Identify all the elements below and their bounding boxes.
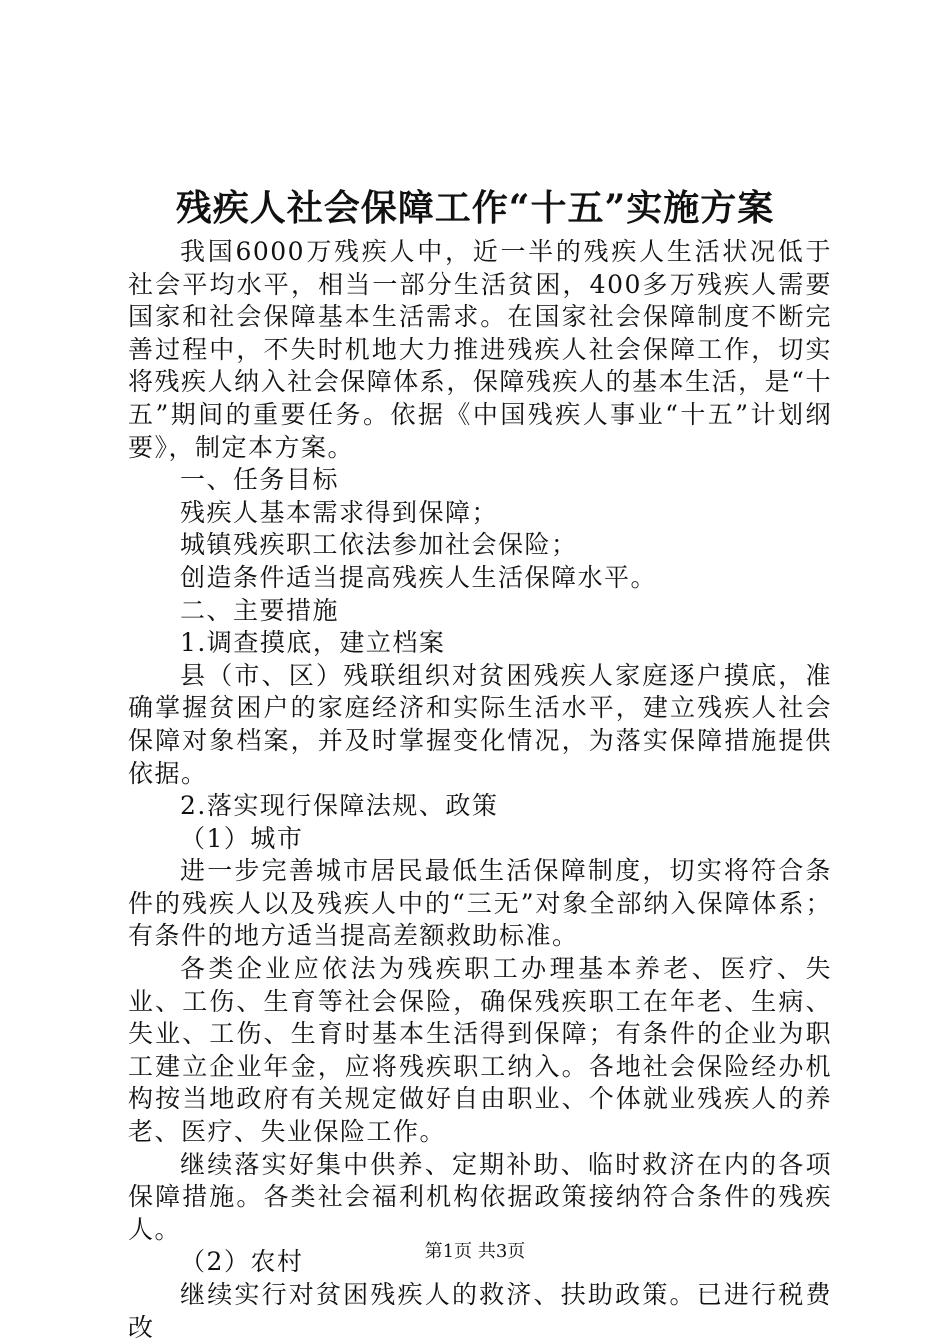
subheading-policies: 2.落实现行保障法规、政策 <box>180 791 499 821</box>
goal-item-1: 残疾人基本需求得到保障； <box>180 497 499 527</box>
document-title: 残疾人社会保障工作“十五”实施方案 <box>175 187 775 229</box>
paragraph-city-insurance: 各类企业应依法为残疾职工办理基本养老、医疗、失业、工伤、生育等社会保险，确保残疾职工在年老、生病、失业、工伤、生育时基本生活得到保障；有条件的企业为职工建立企业年金，应将残疾职工纳入。各地社会保险经办机构按当地政府有关规定做好自由职业、个体就业残疾人的养老、医疗、失业保险工作。 <box>128 954 832 1147</box>
subheading-rural: （2）农村 <box>180 1247 304 1277</box>
goal-item-2: 城镇残疾职工依法参加社会保险； <box>180 530 578 560</box>
paragraph-intro: 我国6000万残疾人中，近一半的残疾人生活状况低于社会平均水平，相当一部分生活贫困，400多万残疾人需要国家和社会保障基本生活需求。在国家社会保障制度不断完善过程中，不失时机地大力推进残疾人社会保障工作，切实将残疾人纳入社会保障体系，保障残疾人的基本生活，是“十五”期间的重要任务。依据《中国残疾人事业“十五”计划纲要》，制定本方案。 <box>128 237 832 462</box>
subheading-survey: 1.调查摸底，建立档案 <box>180 628 446 658</box>
section-heading-measures: 二、主要措施 <box>180 595 340 625</box>
paragraph-survey: 县（市、区）残联组织对贫困残疾人家庭逐户摸底，准确掌握贫困户的家庭经济和实际生活水平，建立残疾人社会保障对象档案，并及时掌握变化情况，为落实保障措施提供依据。 <box>128 660 832 788</box>
section-heading-goals: 一、任务目标 <box>180 465 340 495</box>
subheading-city: （1）城市 <box>180 823 304 853</box>
paragraph-city-minimum: 进一步完善城市居民最低生活保障制度，切实将符合条件的残疾人以及残疾人中的“三无”对象全部纳入保障体系；有条件的地方适当提高差额救助标准。 <box>128 856 832 951</box>
page-footer: 第1页 共3页 <box>424 1241 526 1262</box>
document-body <box>128 236 832 1344</box>
goal-item-3: 创造条件适当提高残疾人生活保障水平。 <box>180 562 658 592</box>
paragraph-city-welfare: 继续落实好集中供养、定期补助、临时救济在内的各项保障措施。各类社会福利机构依据政策接纳符合条件的残疾人。 <box>128 1149 832 1244</box>
paragraph-rural: 继续实行对贫困残疾人的救济、扶助政策。已进行税费改 <box>128 1280 832 1342</box>
